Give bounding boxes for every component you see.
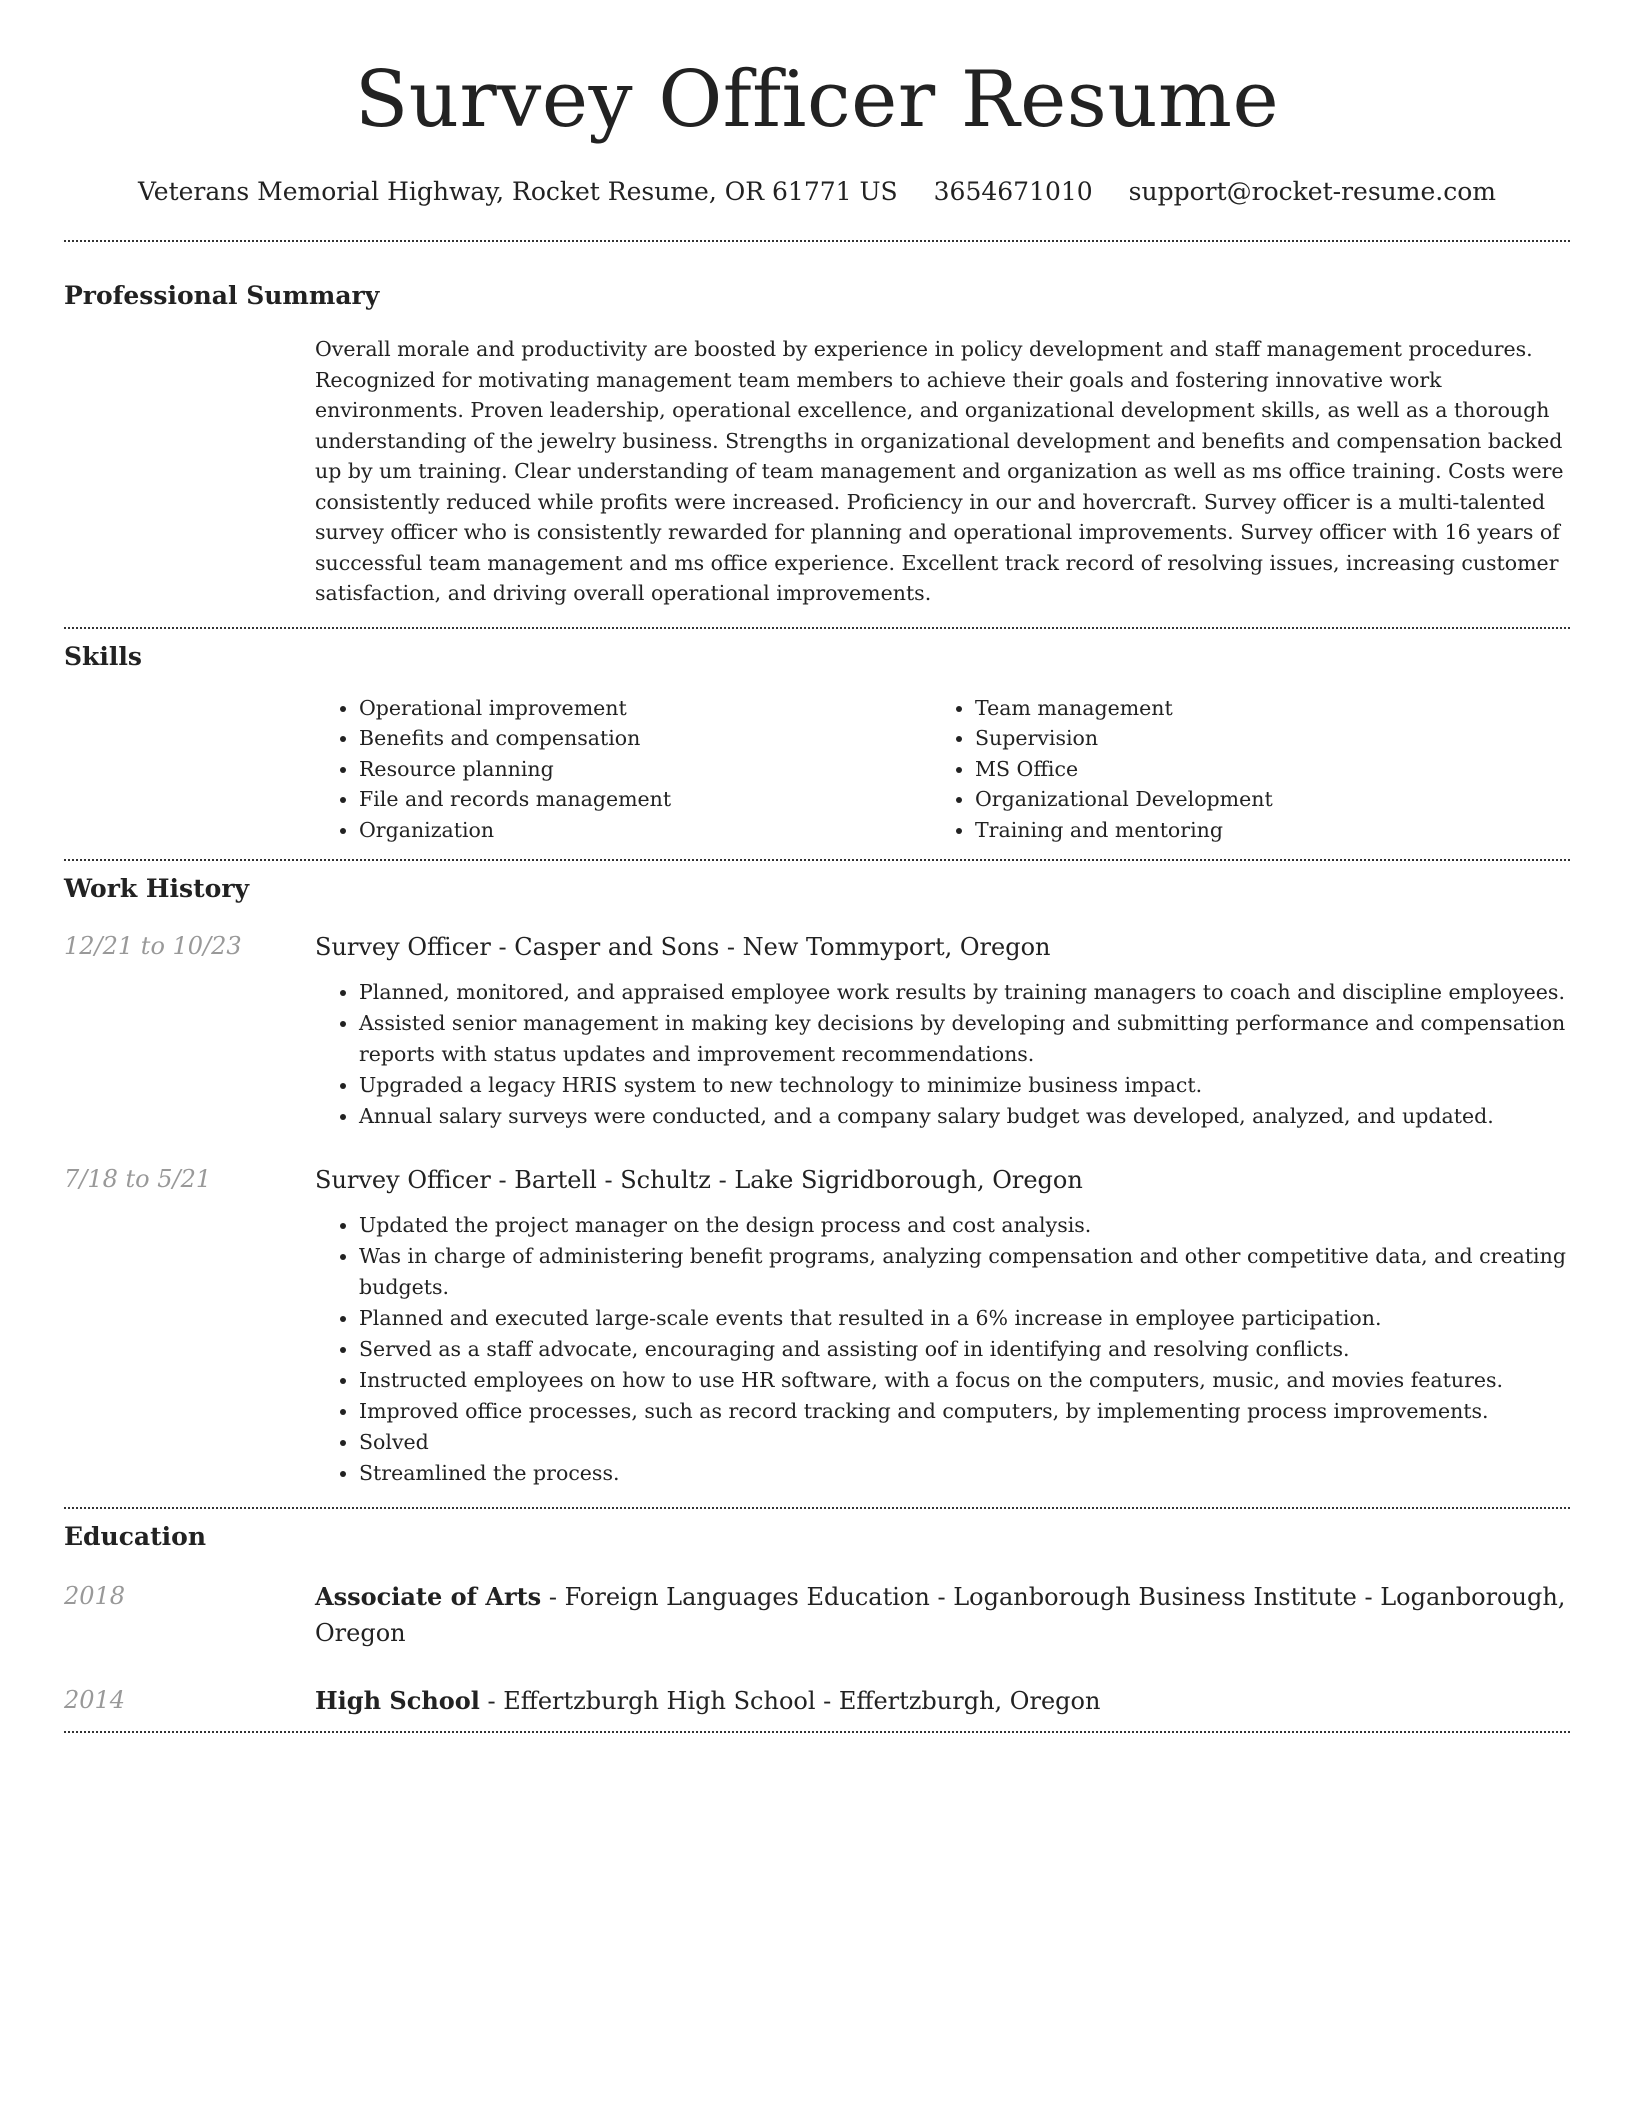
education-degree: High School — [315, 1686, 480, 1715]
job-entry — [64, 929, 1570, 1132]
page-title: Survey Officer Resume — [354, 55, 1280, 145]
skills-list — [315, 693, 1570, 846]
education-school: - Foreign Languages Education - Loganborough Business Institute - Loganborough, Oregon — [315, 1583, 1566, 1647]
skills-column-left — [315, 693, 929, 846]
job-details — [315, 929, 1570, 1132]
summary-text: Overall morale and productivity are boosted by experience in policy development and staff management procedures. Recognized for motivating management team members to achieve their goals and fostering innovative work environments. Proven leadership, operational excellence, and organizational development skills, as well as a thorough understanding of the jewelry business. Strengths in organizational development and benefits and compensation backed up by um training. Clear understanding of team management and organization as well as ms office training. Costs were consistently reduced while profits were increased. Proficiency in our and hovercraft. Survey officer is a multi-talented survey officer who is consistently rewarded for planning and operational improvements. Survey officer with 16 years of successful team management and ms office experience. Excellent track record of resolving issues, increasing customer satisfaction, and driving overall operational improvements. — [315, 337, 1564, 605]
education-year: 2014 — [64, 1686, 126, 1714]
skill-item: • Team management — [975, 693, 1545, 724]
summary-section — [315, 334, 1570, 609]
skill-item: • Organization — [359, 815, 929, 846]
job-bullet: • Planned and executed large-scale events that resulted in a 6% increase in employee participation. — [359, 1303, 1570, 1334]
divider — [64, 240, 1570, 242]
education-year: 2018 — [64, 1582, 126, 1610]
job-bullet: • Planned, monitored, and appraised employee work results by training managers to coach and discipline employees. — [359, 977, 1570, 1008]
skill-item: • Benefits and compensation — [359, 723, 929, 754]
education-heading: Education — [64, 1522, 207, 1551]
job-bullet: • Updated the project manager on the design process and cost analysis. — [359, 1210, 1570, 1241]
education-entry — [64, 1683, 1570, 1719]
skill-item: • Operational improvement — [359, 693, 929, 724]
skill-item: • Supervision — [975, 723, 1545, 754]
education-title — [315, 1579, 1570, 1651]
resume-page — [64, 0, 1570, 1733]
education-title — [315, 1683, 1570, 1719]
job-bullets — [315, 977, 1570, 1132]
job-bullet: • Upgraded a legacy HRIS system to new technology to minimize business impact. — [359, 1070, 1570, 1101]
skills-column-right — [929, 693, 1545, 846]
job-dates: 12/21 to 10/23 — [64, 932, 242, 960]
skill-item: • Training and mentoring — [975, 815, 1545, 846]
skills-heading: Skills — [64, 641, 142, 671]
job-bullet: • Assisted senior management in making key decisions by developing and submitting performance and compensation reports with status updates and improvement recommendations. — [359, 1008, 1570, 1070]
job-bullet: • Served as a staff advocate, encouraging and assisting oof in identifying and resolving conflicts. — [359, 1334, 1570, 1365]
divider — [64, 1731, 1570, 1733]
education-details — [315, 1683, 1570, 1719]
skill-item: • Organizational Development — [975, 784, 1545, 815]
job-bullets — [315, 1210, 1570, 1489]
skill-item: • File and records management — [359, 784, 929, 815]
education-details — [315, 1579, 1570, 1651]
job-bullet: • Improved office processes, such as record tracking and computers, by implementing process improvements. — [359, 1396, 1570, 1427]
job-details — [315, 1162, 1570, 1489]
job-bullet: • Was in charge of administering benefit programs, analyzing compensation and other competitive data, and creating budgets. — [359, 1241, 1570, 1303]
job-bullet: • Annual salary surveys were conducted, and a company salary budget was developed, analyzed, and updated. — [359, 1101, 1570, 1132]
job-title: Survey Officer - Casper and Sons - New Tommyport, Oregon — [315, 933, 1051, 961]
job-bullet: • Instructed employees on how to use HR software, with a focus on the computers, music, and movies features. — [359, 1365, 1570, 1396]
job-bullet: • Streamlined the process. — [359, 1458, 1570, 1489]
summary-heading: Professional Summary — [64, 281, 380, 310]
education-entry — [64, 1579, 1570, 1651]
education-school: - Effertzburgh High School - Effertzburgh, Oregon — [479, 1687, 1101, 1715]
contact-address: Veterans Memorial Highway, Rocket Resume, OR 61771 US — [138, 177, 898, 206]
skill-item: • MS Office — [975, 754, 1545, 785]
job-entry — [64, 1162, 1570, 1489]
education-degree: Associate of Arts — [315, 1582, 542, 1611]
job-dates: 7/18 to 5/21 — [64, 1165, 212, 1193]
contact-email: support@rocket-resume.com — [1128, 177, 1496, 206]
work-heading: Work History — [64, 874, 250, 903]
contact-line — [64, 176, 1570, 208]
divider — [64, 859, 1570, 861]
divider — [64, 1507, 1570, 1509]
contact-phone: 3654671010 — [933, 177, 1093, 206]
skill-item: • Resource planning — [359, 754, 929, 785]
job-title: Survey Officer - Bartell - Schultz - Lake Sigridborough, Oregon — [315, 1166, 1083, 1194]
divider — [64, 627, 1570, 629]
job-bullet: • Solved — [359, 1427, 1570, 1458]
